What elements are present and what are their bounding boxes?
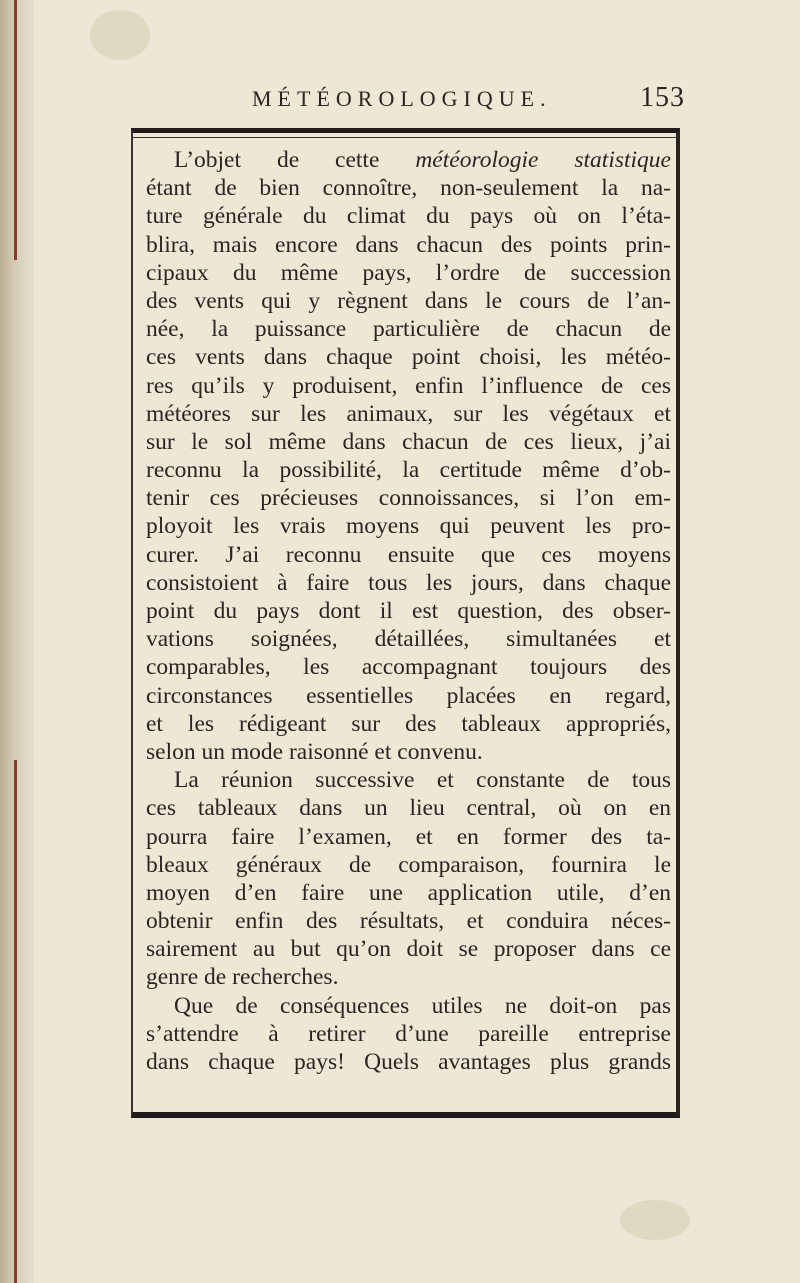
text-line-content: ployoit les vrais moyens qui peuvent les pro- [146,513,671,540]
text-line [146,512,671,540]
text-line-content: tenir ces précieuses connoissances, si l’on em- [146,485,671,512]
text-line [146,963,671,991]
text-line-content: vations soignées, détaillées, simultanées et [146,626,671,653]
text-line [146,907,671,935]
text-line [146,710,671,738]
text-line [146,287,671,315]
text-line [146,372,671,400]
text-line-content: pourra faire l’examen, et en former des ta- [146,823,671,850]
text-line-content: et les rédigeant sur des tableaux appropriés, [146,710,671,737]
text-line-content: née, la puissance particulière de chacun de [146,316,671,343]
text-line-content: ces vents dans chaque point choisi, les météo- [146,344,671,371]
text-line [146,231,671,259]
text-line [146,625,671,653]
binding-thread [14,0,17,260]
book-spine-edge [0,0,34,1283]
text-line [146,766,671,794]
text-line [146,823,671,851]
text-line [146,992,671,1020]
text-line-content: res qu’ils y produisent, enfin l’influence de ces [146,372,671,399]
text-line-content: blira, mais encore dans chacun des points prin- [146,231,671,258]
text-line-content: comparables, les accompagnant toujours des [146,654,671,681]
page-number: 153 [640,82,685,113]
text-line [146,794,671,822]
text-line-content: ture générale du climat du pays où on l’éta- [146,203,671,230]
paper-stain [620,1200,690,1240]
text-line-content: circonstances essentielles placées en regard, [146,682,671,709]
text-line-content: s’attendre à retirer d’une pareille entreprise [146,1020,671,1047]
binding-thread [14,760,17,1283]
paper-stain [90,10,150,60]
text-line-content: météores sur les animaux, sur les végétaux et [146,400,671,427]
text-line-content: cipaux du même pays, l’ordre de succession [146,259,671,286]
text-line-content: étant de bien connoître, non-seulement la na- [146,175,671,202]
body-text [146,146,671,1076]
text-line [146,484,671,512]
text-line-content: L’objet de cette [174,147,416,173]
text-line-content: Que de conséquences utiles ne doit-on pas [174,992,671,1019]
text-line [146,935,671,963]
text-line [146,653,671,681]
text-line-content: bleaux généraux de comparaison, fournira le [146,851,671,878]
text-line [146,146,671,174]
text-line [146,343,671,371]
text-line [146,1020,671,1048]
text-line-content: sairement au but qu’on doit se proposer dans ce [146,936,671,963]
text-line-content: dans chaque pays! Quels avantages plus grands [146,1049,671,1075]
frame-inner-rule [133,137,676,138]
running-title: MÉTÉOROLOGIQUE. [252,86,552,111]
text-line-content: La réunion successive et constante de tous [174,767,671,794]
text-line-content: genre de recherches. [146,964,339,991]
text-line [146,851,671,879]
text-line [146,879,671,907]
italic-phrase: météorologie statistique [415,147,671,173]
text-line [146,315,671,343]
text-line-content: point du pays dont il est question, des obser- [146,598,671,624]
text-line [146,738,671,766]
text-line-content: moyen d’en faire une application utile, d’en [146,879,671,906]
text-line [146,569,671,597]
text-line-content: ces tableaux dans un lieu central, où on en [146,795,671,822]
text-line [146,541,671,569]
text-line [146,174,671,202]
text-line [146,1048,671,1076]
text-line-content: des vents qui y règnent dans le cours de l’an- [146,287,671,314]
text-line [146,597,671,625]
text-line [146,682,671,710]
text-line [146,400,671,428]
text-line [146,202,671,230]
text-line-content: consistoient à faire tous les jours, dans chaque [146,569,671,596]
text-line-content: sur le sol même dans chacun de ces lieux, j’ai [146,428,671,455]
page-header [140,82,685,122]
text-line [146,456,671,484]
text-line-content: obtenir enfin des résultats, et conduira néces- [146,908,671,935]
text-line-content: curer. J’ai reconnu ensuite que ces moyens [146,541,671,568]
text-line-content: reconnu la possibilité, la certitude même d’ob- [146,457,671,484]
text-line-content: selon un mode raisonné et convenu. [146,738,483,765]
text-line [146,259,671,287]
text-line [146,428,671,456]
